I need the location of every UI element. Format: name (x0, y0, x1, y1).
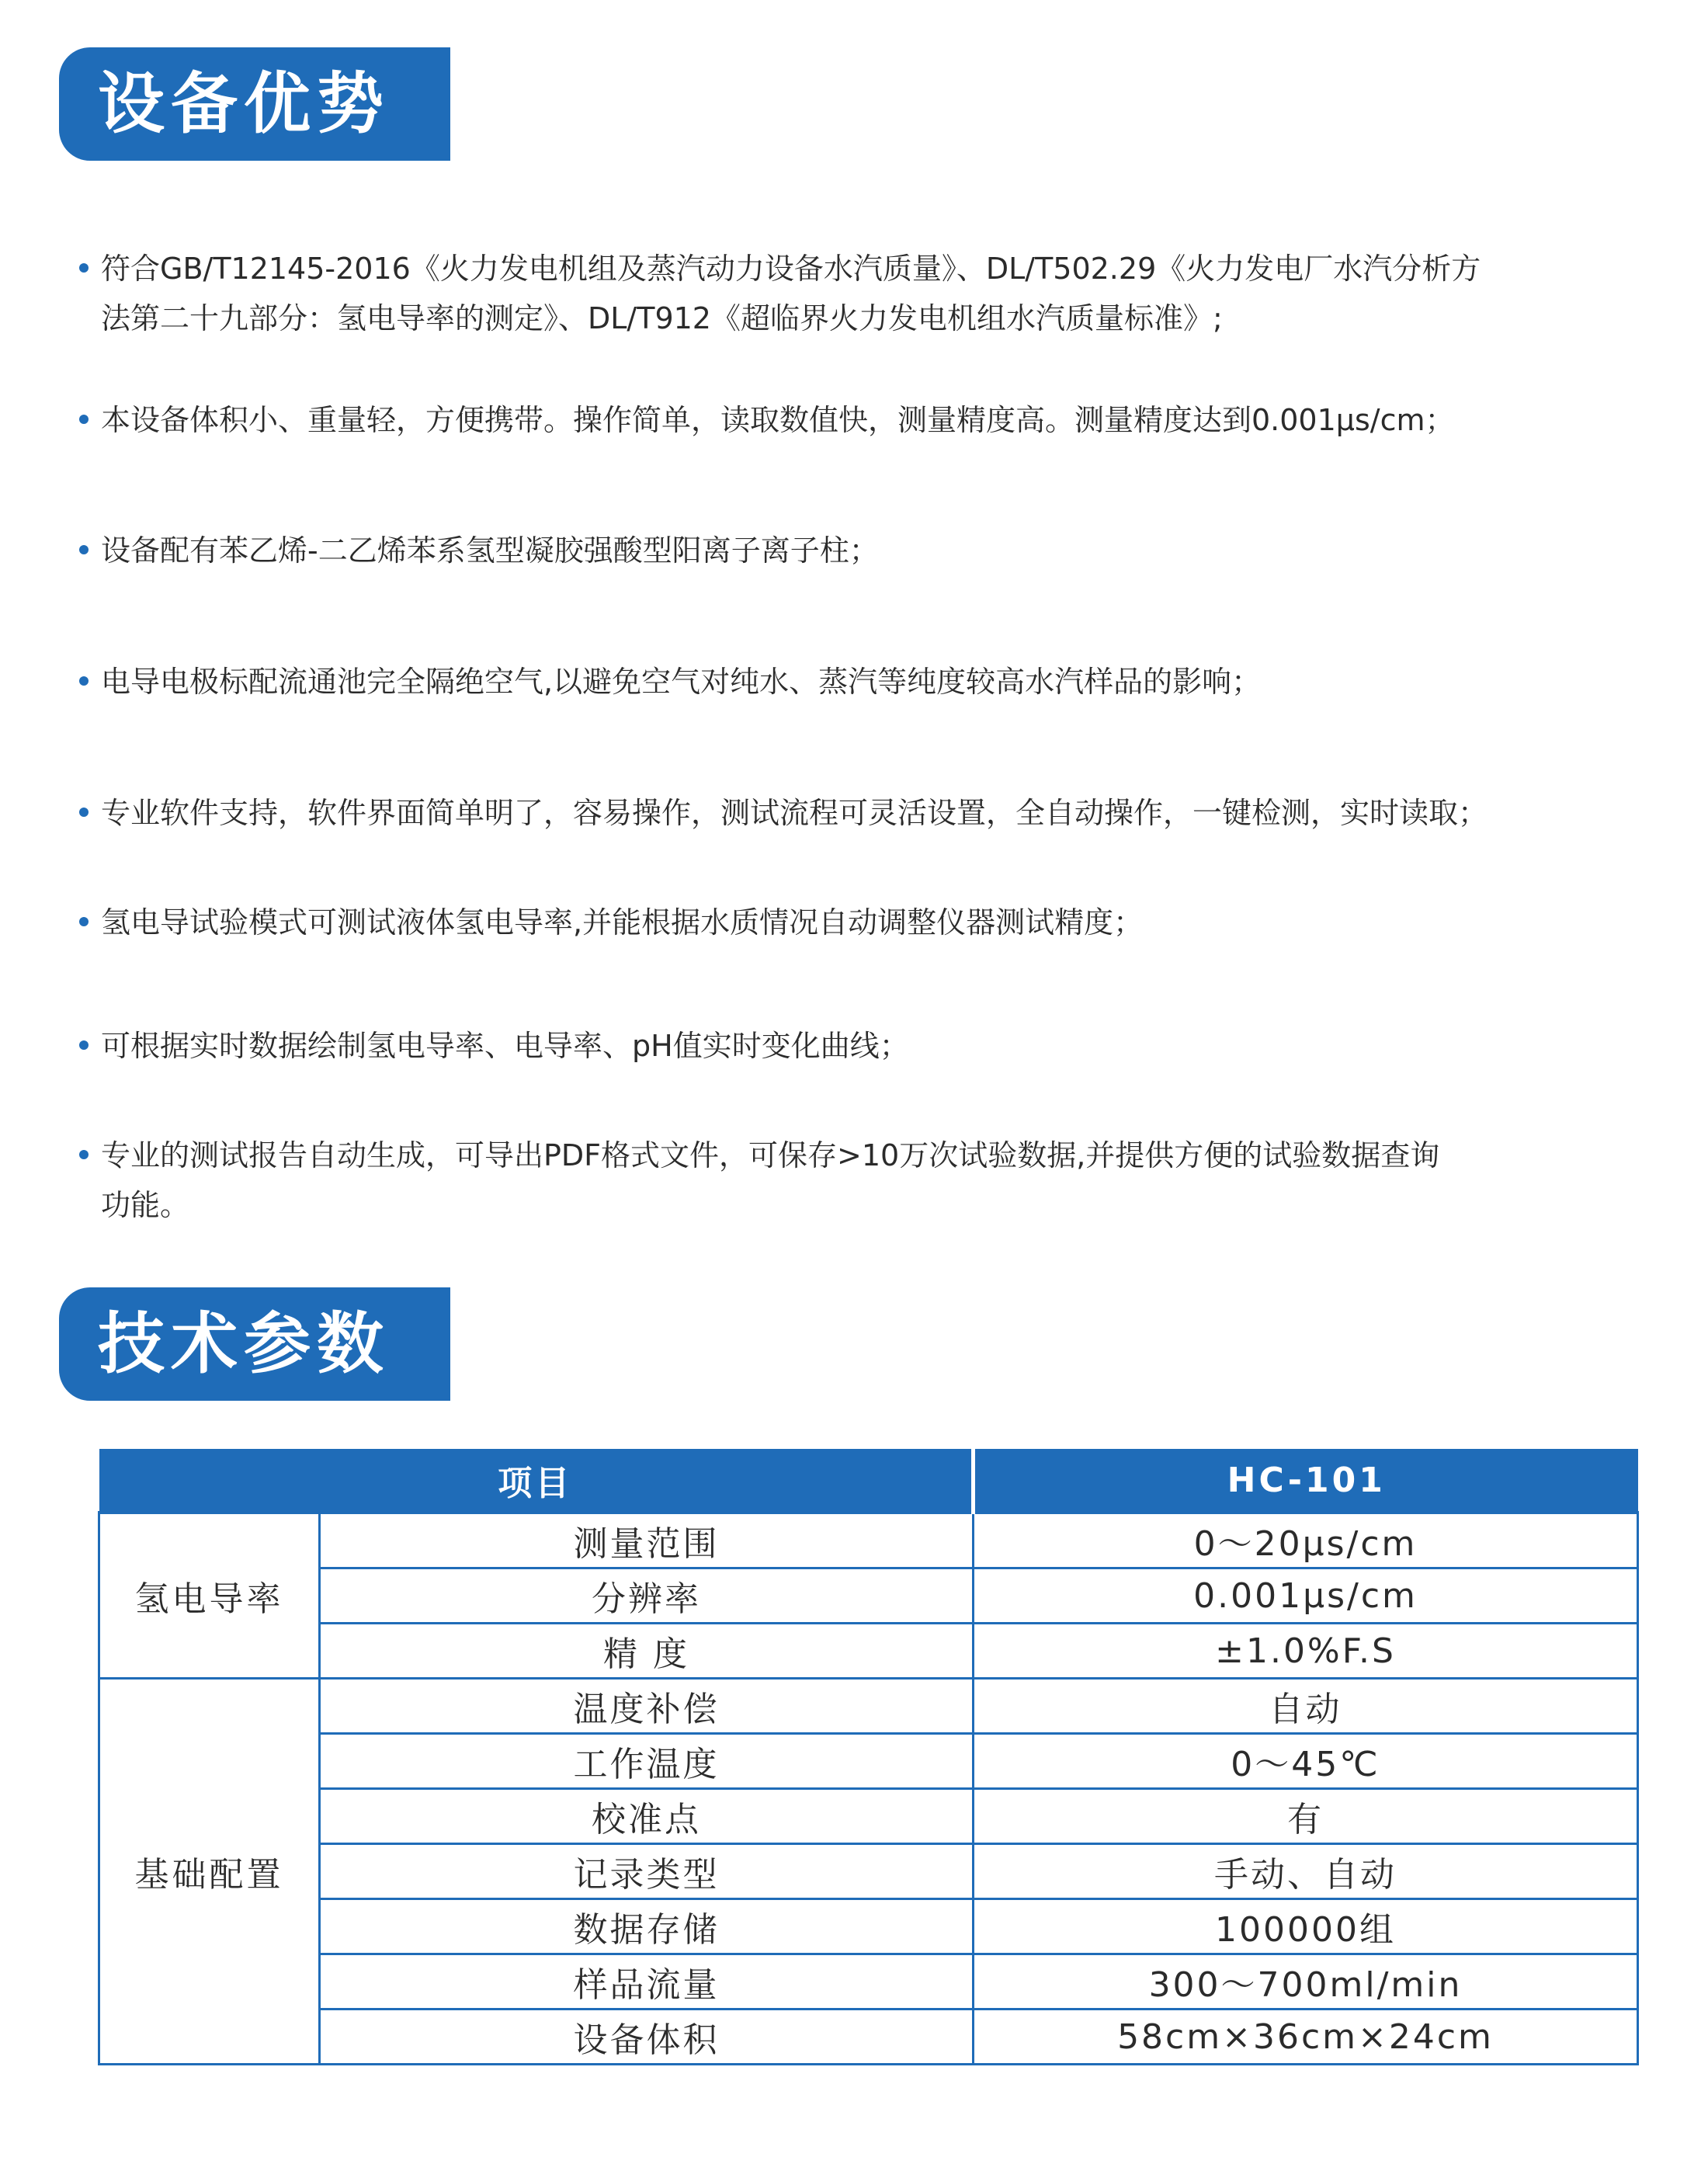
table-row (99, 2010, 1638, 2065)
group-cell: 基础配置 (99, 1679, 320, 2065)
param-name: 校准点 (320, 1789, 974, 1844)
advantage-item (101, 395, 1642, 445)
advantage-item (101, 1131, 1642, 1230)
advantages-title: 设备优势 (98, 65, 390, 143)
param-value: 0.001μs/cm (974, 1568, 1638, 1624)
advantage-line: 功能。 (101, 1188, 190, 1222)
param-name: 分辨率 (320, 1568, 974, 1624)
table-row (99, 1954, 1638, 2010)
advantage-line: 专业的测试报告自动生成，可导出PDF格式文件，可保存>10万次试验数据,并提供方便的试验数据查询 (101, 1138, 1440, 1172)
advantage-item (101, 1021, 1642, 1071)
advantage-item (101, 788, 1642, 838)
advantage-line: 氢电导试验模式可测试液体氢电导率,并能根据水质情况自动调整仪器测试精度； (101, 905, 1144, 940)
param-value: 300～700ml/min (974, 1954, 1638, 2010)
bullet-icon (79, 1150, 89, 1159)
param-name: 数据存储 (320, 1899, 974, 1954)
advantage-item (101, 244, 1642, 343)
params-title: 技术参数 (98, 1305, 390, 1383)
table-row (99, 1513, 1638, 1568)
table-row (99, 1844, 1638, 1899)
bullet-icon (79, 263, 89, 273)
spec-table (98, 1449, 1639, 2065)
bullet-icon (79, 808, 89, 817)
param-name: 温度补偿 (320, 1679, 974, 1734)
header-item: 项目 (99, 1449, 974, 1513)
advantage-line: 符合GB/T12145-2016《火力发电机组及蒸汽动力设备水汽质量》、DL/T502.29《火力发电厂水汽分析方 (101, 252, 1481, 286)
bullet-icon (79, 1040, 89, 1050)
advantage-line: 设备配有苯乙烯-二乙烯苯系氢型凝胶强酸型阳离子离子柱； (101, 533, 879, 568)
advantage-item (101, 898, 1642, 947)
params-banner (59, 1287, 450, 1401)
table-row (99, 1679, 1638, 1734)
param-name: 测量范围 (320, 1513, 974, 1568)
table-row (99, 1624, 1638, 1679)
table-row (99, 1789, 1638, 1844)
param-value: 58cm×36cm×24cm (974, 2010, 1638, 2065)
param-name: 样品流量 (320, 1954, 974, 2010)
param-name: 记录类型 (320, 1844, 974, 1899)
param-name: 工作温度 (320, 1734, 974, 1789)
param-value: 自动 (974, 1679, 1638, 1734)
bullet-icon (79, 545, 89, 554)
param-value: 有 (974, 1789, 1638, 1844)
advantage-line: 可根据实时数据绘制氢电导率、电导率、pH值实时变化曲线； (101, 1029, 909, 1063)
header-model: HC-101 (974, 1449, 1638, 1513)
param-name: 设备体积 (320, 2010, 974, 2065)
advantage-line: 专业软件支持，软件界面简单明了，容易操作，测试流程可灵活设置，全自动操作，一键检测，实时读取； (101, 796, 1488, 830)
table-header-row (99, 1449, 1638, 1513)
advantage-line: 法第二十九部分：氢电导率的测定》、DL/T912《超临界火力发电机组水汽质量标准》; (101, 301, 1223, 335)
param-name: 精 度 (320, 1624, 974, 1679)
param-value: 100000组 (974, 1899, 1638, 1954)
table-row (99, 1899, 1638, 1954)
table-row (99, 1568, 1638, 1624)
param-value: 0～45℃ (974, 1734, 1638, 1789)
advantage-item (101, 657, 1642, 707)
group-cell: 氢电导率 (99, 1513, 320, 1679)
advantage-item (101, 526, 1642, 575)
param-value: 手动、自动 (974, 1844, 1638, 1899)
advantage-line: 本设备体积小、重量轻，方便携带。操作简单，读取数值快，测量精度高。测量精度达到0.001μs/cm； (101, 403, 1455, 437)
param-value: 0～20μs/cm (974, 1513, 1638, 1568)
bullet-icon (79, 917, 89, 926)
bullet-icon (79, 415, 89, 424)
advantage-line: 电导电极标配流通池完全隔绝空气,以避免空气对纯水、蒸汽等纯度较高水汽样品的影响； (101, 665, 1262, 699)
bullet-icon (79, 676, 89, 686)
table-row (99, 1734, 1638, 1789)
param-value: ±1.0%F.S (974, 1624, 1638, 1679)
